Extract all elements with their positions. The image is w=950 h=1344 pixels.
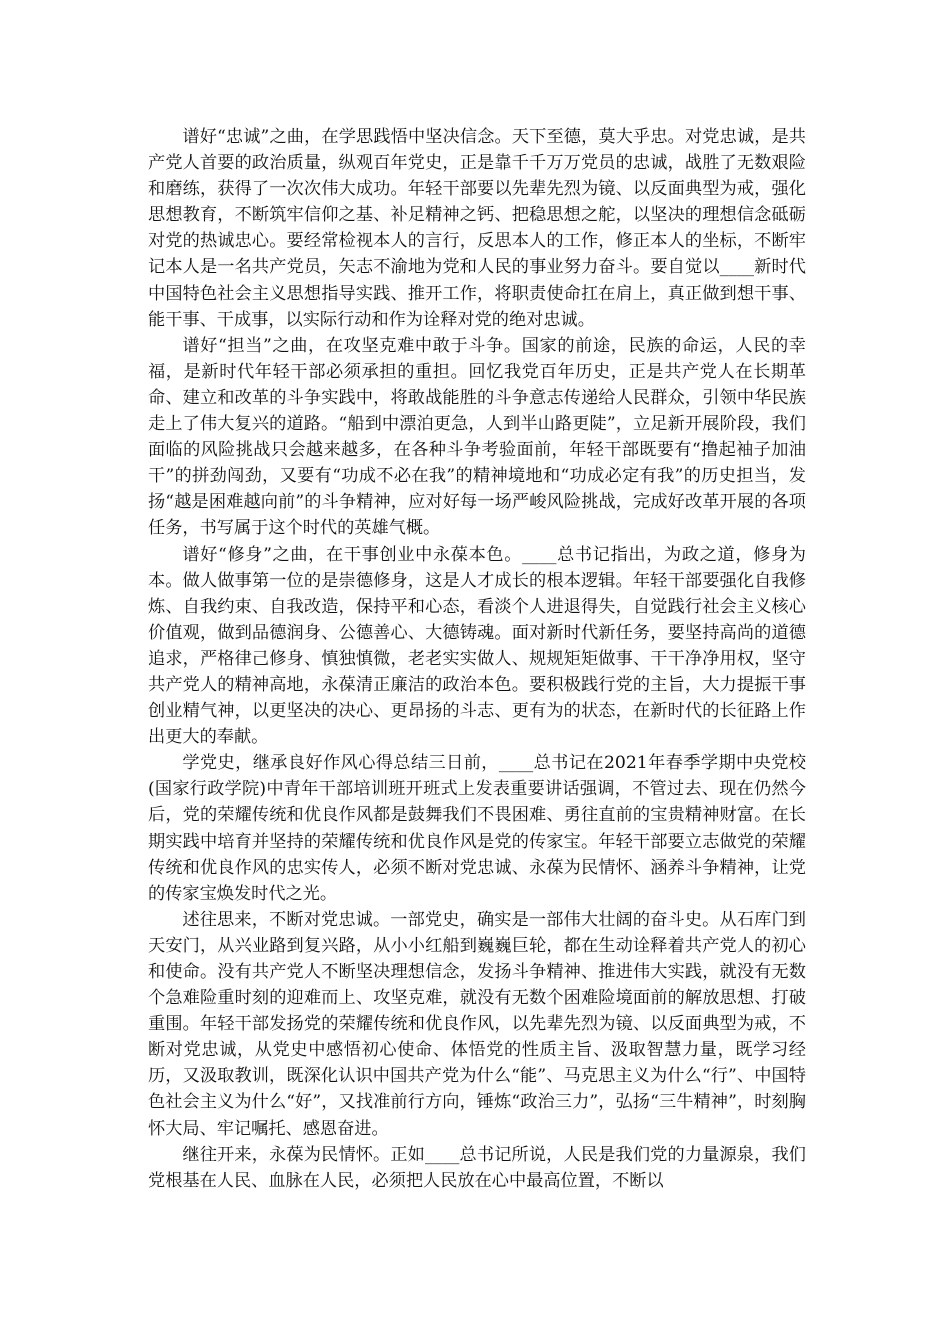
paragraph-party-history: 学党史，继承良好作风心得总结三日前，____总书记在2021年春季学期中央党校(国家行政学院)中青年干部培训班开班式上发表重要讲话强调，不管过去、现在仍然今后，党的荣耀传统和优良作风都是鼓舞我们不畏困难、勇往直前的宝贵精神财富。在长期实践中培育并坚持的荣耀传统和优良作风是党的传家宝。年轻干部要立志做党的荣耀传统和优良作风的忠实传人，必须不断对党忠诚、永葆为民情怀、涵养斗争精神，让党的传家宝焕发时代之光。 <box>148 753 806 904</box>
paragraph-loyal-to-party: 述往思来，不断对党忠诚。一部党史，确实是一部伟大壮阔的奋斗史。从石库门到天安门，从兴业路到复兴路，从小小红船到巍巍巨轮，都在生动诠释着共产党人的初心和使命。没有共产党人不断坚决理想信念，发扬斗争精神、推进伟大实践，就没有无数个急难险重时刻的迎难而上、攻坚克难，就没有无数个困难险境面前的解放思想、打破重围。年轻干部发扬党的荣耀传统和优良作风，以先辈先烈为镜、以反面典型为戒，不断对党忠诚，从党史中感悟初心使命、体悟党的性质主旨、汲取智慧力量，既学习经历，又汲取教训，既深化认识中国共产党为什么“能”、马克思主义为什么“行”、中国特色社会主义为什么“好”，又找准前行方向，锤炼“政治三力”，弘扬“三牛精神”，时刻胸怀大局、牢记嘱托、感恩奋进。 <box>148 909 806 1139</box>
paragraph-serve-people: 继往开来，永葆为民情怀。正如____总书记所说，人民是我们党的力量源泉，我们党根基在人民、血脉在人民，必须把人民放在心中最高位置，不断以 <box>148 1144 806 1191</box>
paragraph-loyalty: 谱好“忠诚”之曲，在学思践悟中坚决信念。天下至德，莫大乎忠。对党忠诚，是共产党人首要的政治质量，纵观百年党史，正是靠千千万万党员的忠诚，战胜了无数艰险和磨练，获得了一次次伟大成功。年轻干部要以先辈先烈为镜、以反面典型为戒，强化思想教育，不断筑牢信仰之基、补足精神之钙、把稳思想之舵，以坚决的理想信念砥砺对党的热诚忠心。要经常检视本人的言行，反思本人的工作，修正本人的坐标，不断牢记本人是一名共产党员，矢志不渝地为党和人民的事业努力奋斗。要自觉以____新时代中国特色社会主义思想指导实践、推开工作，将职责使命扛在肩上，真正做到想干事、能干事、干成事，以实际行动和作为诠释对党的绝对忠诚。 <box>148 127 806 330</box>
paragraph-self-cultivation: 谱好“修身”之曲，在干事创业中永葆本色。____总书记指出，为政之道，修身为本。做人做事第一位的是崇德修身，这是人才成长的根本逻辑。年轻干部要强化自我修炼、自我约束、自我改造，保持平和心态，看淡个人进退得失，自觉践行社会主义核心价值观，做到品德润身、公德善心、大德铸魂。面对新时代新任务，要坚持高尚的道德追求，严格律己修身、慎独慎微，老老实实做人、规规矩矩做事、干干净净用权，坚守共产党人的精神高地，永葆清正廉洁的政治本色。要积极践行党的主旨，大力提振干事创业精气神，以更坚决的决心、更昂扬的斗志、更有为的状态，在新时代的长征路上作出更大的奉献。 <box>148 544 806 748</box>
document-body <box>148 124 806 1194</box>
paragraph-responsibility: 谱好“担当”之曲，在攻坚克难中敢于斗争。国家的前途，民族的命运，人民的幸福，是新时代年轻干部必须承担的重担。回忆我党百年历史，正是共产党人在长期革命、建立和改革的斗争实践中，将敢战能胜的斗争意志传递给人民群众，引领中华民族走上了伟大复兴的道路。“船到中漂泊更急，人到半山路更陡”，立足新开展阶段，我们面临的风险挑战只会越来越多，在各种斗争考验面前，年轻干部既要有“撸起袖子加油干”的拼劲闯劲，又要有“功成不必在我”的精神境地和“功成必定有我”的历史担当，发扬“越是困难越向前”的斗争精神，应对好每一场严峻风险挑战，完成好改革开展的各项任务，书写属于这个时代的英雄气概。 <box>148 335 806 539</box>
